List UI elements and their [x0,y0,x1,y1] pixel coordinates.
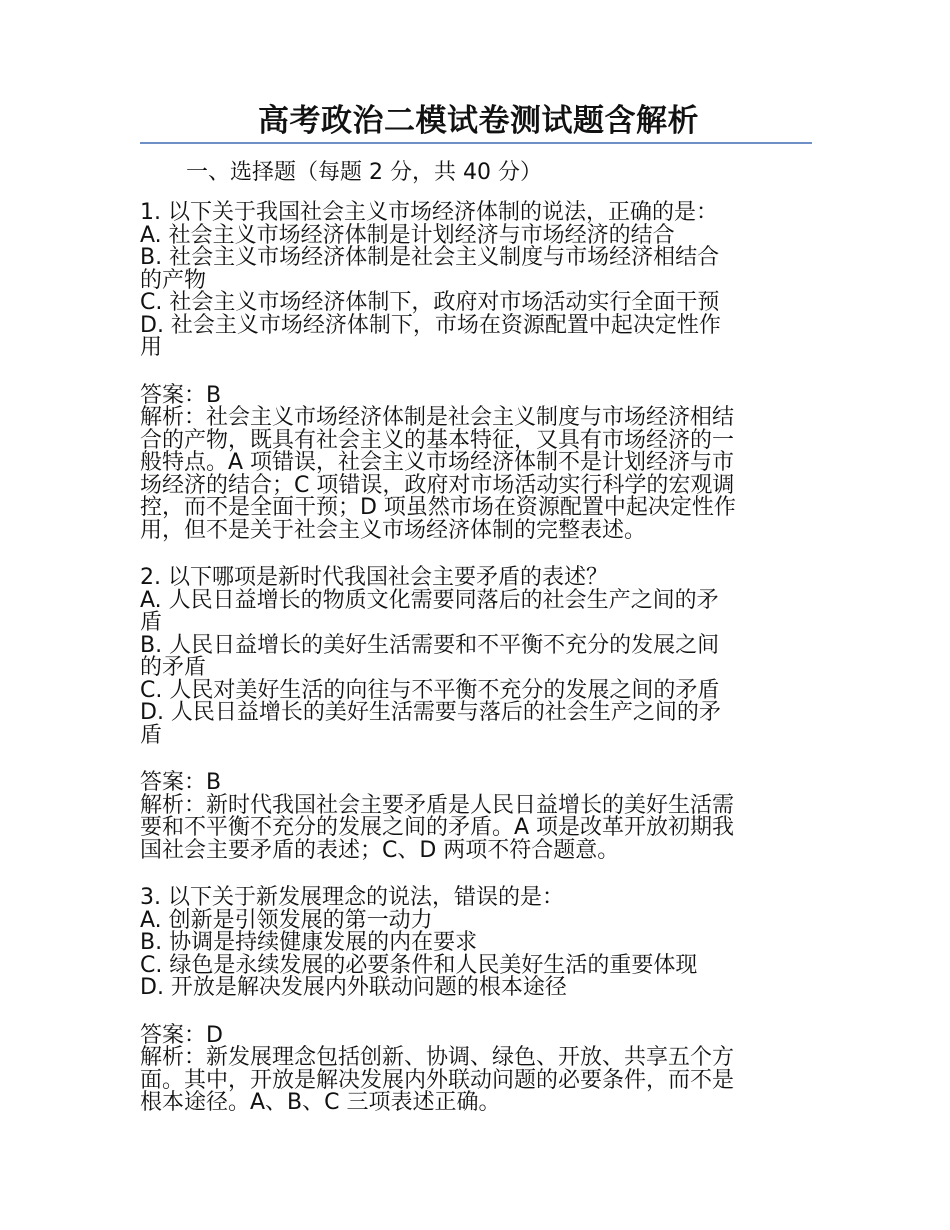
analysis-line: 解析：新时代我国社会主要矛盾是人民日益增长的美好生活需 [140,792,735,818]
analysis-line: 解析：新发展理念包括创新、协调、绿色、开放、共享五个方 [140,1045,735,1070]
analysis-line: 合的产物，既具有社会主义的基本特征，又具有市场经济的一 [140,427,735,453]
question-1 [140,202,812,542]
spacer [140,747,812,772]
analysis-line: 用，但不是关于社会主义市场经济体制的完整表述。 [140,517,647,543]
spacer [140,862,812,887]
option-line: D. 人民日益增长的美好生活需要与落后的社会生产之间的矛 [140,700,721,725]
option-line: D. 开放是解决发展内外联动问题的根本途径 [140,975,567,1000]
title-area [140,100,812,144]
option-line: A. 人民日益增长的物质文化需要同落后的社会生产之间的矛 [140,587,719,613]
option-line: C. 人民对美好生活的向往与不平衡不充分的发展之间的矛盾 [140,677,720,703]
spacer [140,542,812,567]
question-3 [140,887,812,1115]
option-line: 的产物 [140,267,207,293]
analysis-line: 面。其中，开放是解决发展内外联动问题的必要条件，而不是 [140,1067,735,1093]
option-line: B. 协调是持续健康发展的内在要求 [140,930,478,955]
analysis-line: 场经济的结合；C 项错误，政府对市场活动实行科学的宏观调 [140,472,735,498]
answer-text: 答案：D [140,1022,223,1048]
spacer [140,360,812,385]
analysis-line: 根本途径。A、B、C 三项表述正确。 [140,1090,501,1115]
answer-text: 答案：B [140,382,222,408]
option-line: 的矛盾 [140,655,207,680]
analysis-line: 控，而不是全面干预；D 项虽然市场在资源配置中起决定性作 [140,495,736,520]
option-line: A. 创新是引领发展的第一动力 [140,907,433,933]
option-line: C. 绿色是永续发展的必要条件和人民美好生活的重要体现 [140,952,698,978]
question-2 [140,567,812,862]
document-page [140,100,812,1115]
question-text: 2. 以下哪项是新时代我国社会主要矛盾的表述？ [140,565,608,590]
option-line: C. 社会主义市场经济体制下，政府对市场活动实行全面干预 [140,290,720,315]
question-text: 1. 以下关于我国社会主义市场经济体制的说法，正确的是： [140,200,718,225]
option-line: 盾 [140,722,163,748]
analysis-line: 般特点。A 项错误，社会主义市场经济体制不是计划经济与市 [140,450,735,475]
option-line: D. 社会主义市场经济体制下，市场在资源配置中起决定性作 [140,312,721,338]
option-line: B. 社会主义市场经济体制是社会主义制度与市场经济相结合 [140,245,720,270]
analysis-line: 要和不平衡不充分的发展之间的矛盾。A 项是改革开放初期我 [140,815,735,840]
analysis-line: 解析：社会主义市场经济体制是社会主义制度与市场经济相结 [140,405,735,430]
option-line: B. 人民日益增长的美好生活需要和不平衡不充分的发展之间 [140,632,720,658]
page-title: 高考政治二模试卷测试题含解析 [258,103,699,139]
question-text: 3. 以下关于新发展理念的说法，错误的是： [140,885,564,910]
option-line: 盾 [140,610,163,635]
analysis-line: 国社会主要矛盾的表述；C、D 两项不符合题意。 [140,837,620,863]
answer-text: 答案：B [140,770,222,795]
section-title: 一、选择题（每题 2 分，共 40 分） [186,160,542,185]
option-line: 用 [140,335,163,360]
spacer [140,1000,812,1025]
option-line: A. 社会主义市场经济体制是计划经济与市场经济的结合 [140,222,675,248]
